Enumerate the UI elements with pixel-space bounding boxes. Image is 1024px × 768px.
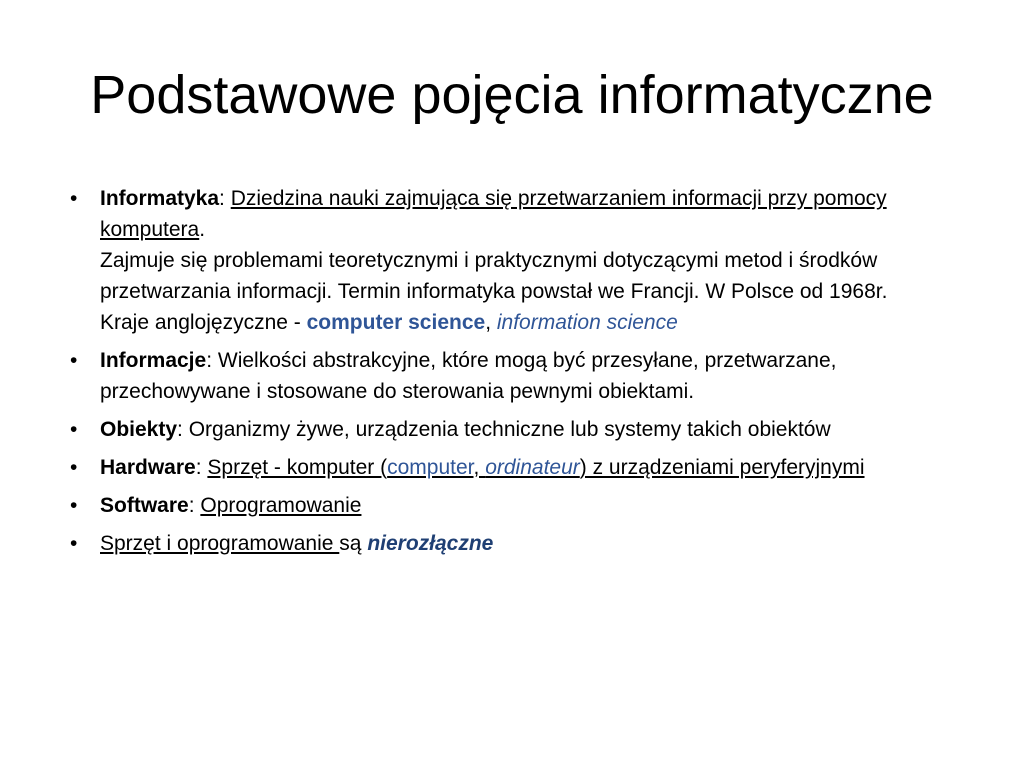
list-item-hardware — [70, 452, 970, 483]
informacje-definition: Wielkości abstrakcyjne, które mogą być przesyłane, przetwarzane, przechowywane i stosowane do sterowania pewnymi obiektami. — [100, 349, 837, 403]
bullet-icon: • — [70, 187, 78, 210]
term-informacje: Informacje — [100, 349, 207, 372]
separator: : — [219, 187, 231, 210]
separator: : — [195, 456, 208, 479]
hardware-definition — [207, 456, 864, 479]
hardware-definition-part2: ) z urządzeniami peryferyjnymi — [579, 456, 865, 479]
slide-title: Podstawowe pojęcia informatyczne — [90, 65, 934, 125]
term-software: Software — [100, 494, 189, 517]
bullet-icon: • — [70, 456, 78, 479]
hardware-software-phrase: Sprzęt i oprogramowanie — [100, 532, 340, 555]
list-item-informatyka — [70, 183, 970, 338]
list-item-informacje — [70, 345, 970, 407]
comma: , — [473, 456, 486, 479]
software-definition: Oprogramowanie — [200, 494, 362, 517]
term-hardware: Hardware — [100, 456, 196, 479]
bullet-list — [70, 183, 970, 566]
separator: : — [188, 494, 201, 517]
separator: : — [177, 418, 189, 441]
bullet-icon: • — [70, 494, 78, 517]
english-terms-prefix: Kraje anglojęzyczne - — [100, 311, 307, 334]
term-computer: computer — [387, 456, 474, 479]
list-item-obiekty — [70, 414, 970, 445]
sentence-end: . — [199, 218, 206, 241]
bullet-icon: • — [70, 532, 78, 555]
term-nierozlaczne: nierozłączne — [367, 532, 494, 555]
informatyka-description: Zajmuje się problemami teoretycznymi i praktycznymi dotyczącymi metod i środków przetwarzania informacji. Termin informatyka powstał we Francji. W Polsce od 1968r. — [100, 249, 888, 303]
list-item-software — [70, 490, 970, 521]
verb-text: są — [339, 532, 368, 555]
term-ordinateur: ordinateur — [485, 456, 580, 479]
bullet-icon: • — [70, 349, 78, 372]
term-informatyka: Informatyka — [100, 187, 220, 210]
bullet-icon: • — [70, 418, 78, 441]
comma: , — [485, 311, 497, 334]
separator: : — [206, 349, 218, 372]
list-item-inseparable — [70, 528, 970, 559]
informatyka-definition — [100, 183, 970, 245]
term-computer-science: computer science — [306, 311, 486, 334]
hardware-definition-part1: Sprzęt - komputer ( — [207, 456, 388, 479]
obiekty-definition: Organizmy żywe, urządzenia techniczne lub systemy takich obiektów — [188, 418, 831, 441]
informatyka-underlined-definition: Dziedzina nauki zajmująca się przetwarzaniem informacji przy pomocy komputera — [100, 187, 887, 241]
informatyka-english-terms — [100, 307, 970, 338]
term-obiekty: Obiekty — [100, 418, 178, 441]
term-information-science: information science — [496, 311, 678, 334]
